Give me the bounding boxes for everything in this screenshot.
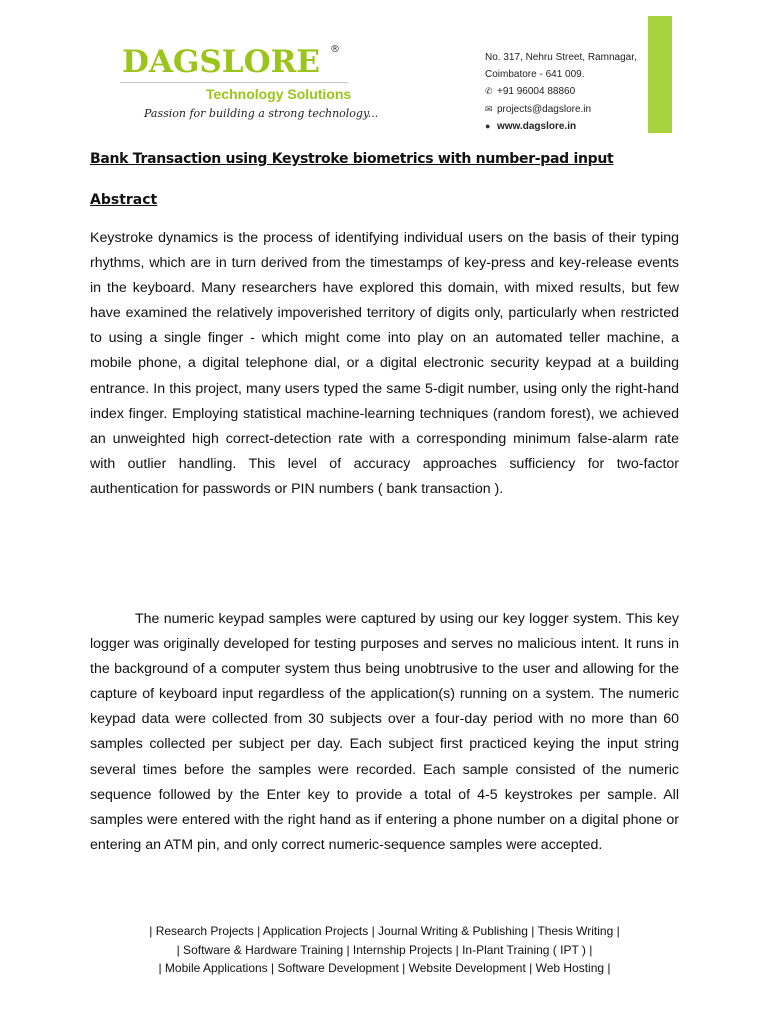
company-logo [118,44,379,134]
address-line-1: No. 317, Nehru Street, Ramnagar, [485,52,637,63]
method-paragraph: The numeric keypad samples were captured by using our key logger system. This key logger was originally developed for testing purposes and serves no malicious intent. It runs in the background of a computer system thus being unobtrusive to the user and allowing for the capture of keyboard input regardless of the application(s) running on a system. The numeric keypad data were collected from 30 subjects over a four-day period with no more than 60 samples collected per subject per day. Each subject first practiced keying the input string several times before the samples were recorded. Each sample consisted of the numeric sequence followed by the Enter key to provide a total of 4-5 keystrokes per sample. All samples were entered with the right hand as if entering a phone number on a digital phone or entering an ATM pin, and only correct numeric-sequence samples were accepted. [90,611,679,853]
abstract-heading: Abstract [90,192,158,208]
footer-line-2: | Software & Hardware Training | Internship Projects | In-Plant Training ( IPT ) | [176,942,593,957]
services-footer [90,922,679,978]
footer-line-1: | Research Projects | Application Projects | Journal Writing & Publishing | Thesis Writing | [149,924,620,938]
phone-number: +91 96004 88860 [497,86,576,97]
header-accent-bar [648,16,672,133]
logo-tagline: Passion for building a strong technology... [144,107,379,120]
globe-icon: ● [485,121,491,131]
phone-icon: ✆ [485,86,493,96]
logo-subtitle: Technology Solutions [206,86,352,102]
phone-row [485,83,637,101]
logo-name: DAGSLORE [122,44,320,80]
website-link[interactable]: www.dagslore.in [497,121,577,132]
registered-mark: ® [330,44,340,55]
abstract-paragraph: Keystroke dynamics is the process of identifying individual users on the basis of their typing rhythms, which are in turn derived from the timestamps of key-press and key-release events in the keyboard. Many researchers have explored this domain, with mixed results, but few have examined the relatively impoverished territory of digits only, particularly when restricted to using a single finger - which might come into play on an automated teller machine, a mobile phone, a digital telephone dial, or a digital electronic security keypad at a building entrance. In this project, many users typed the same 5-digit number, using only the right-hand index finger. Employing statistical machine-learning techniques (random forest), we achieved an unweighted high correct-detection rate with a corresponding minimum false-alarm rate with outlier handling. This level of accuracy approaches sufficiency for two-factor authentication for passwords or PIN numbers ( bank transaction ). [90,230,679,497]
email-address: projects@dagslore.in [497,103,592,115]
email-icon: ✉ [485,103,493,114]
email-row [485,101,637,119]
address-line-2: Coimbatore - 641 009. [485,68,585,80]
document-title: Bank Transaction using Keystroke biometrics with number-pad input [90,151,614,167]
footer-line-3: | Mobile Applications | Software Development | Website Development | Web Hosting | [158,961,611,975]
logo-divider [120,82,348,83]
website-row [485,118,637,136]
contact-block [485,50,637,136]
